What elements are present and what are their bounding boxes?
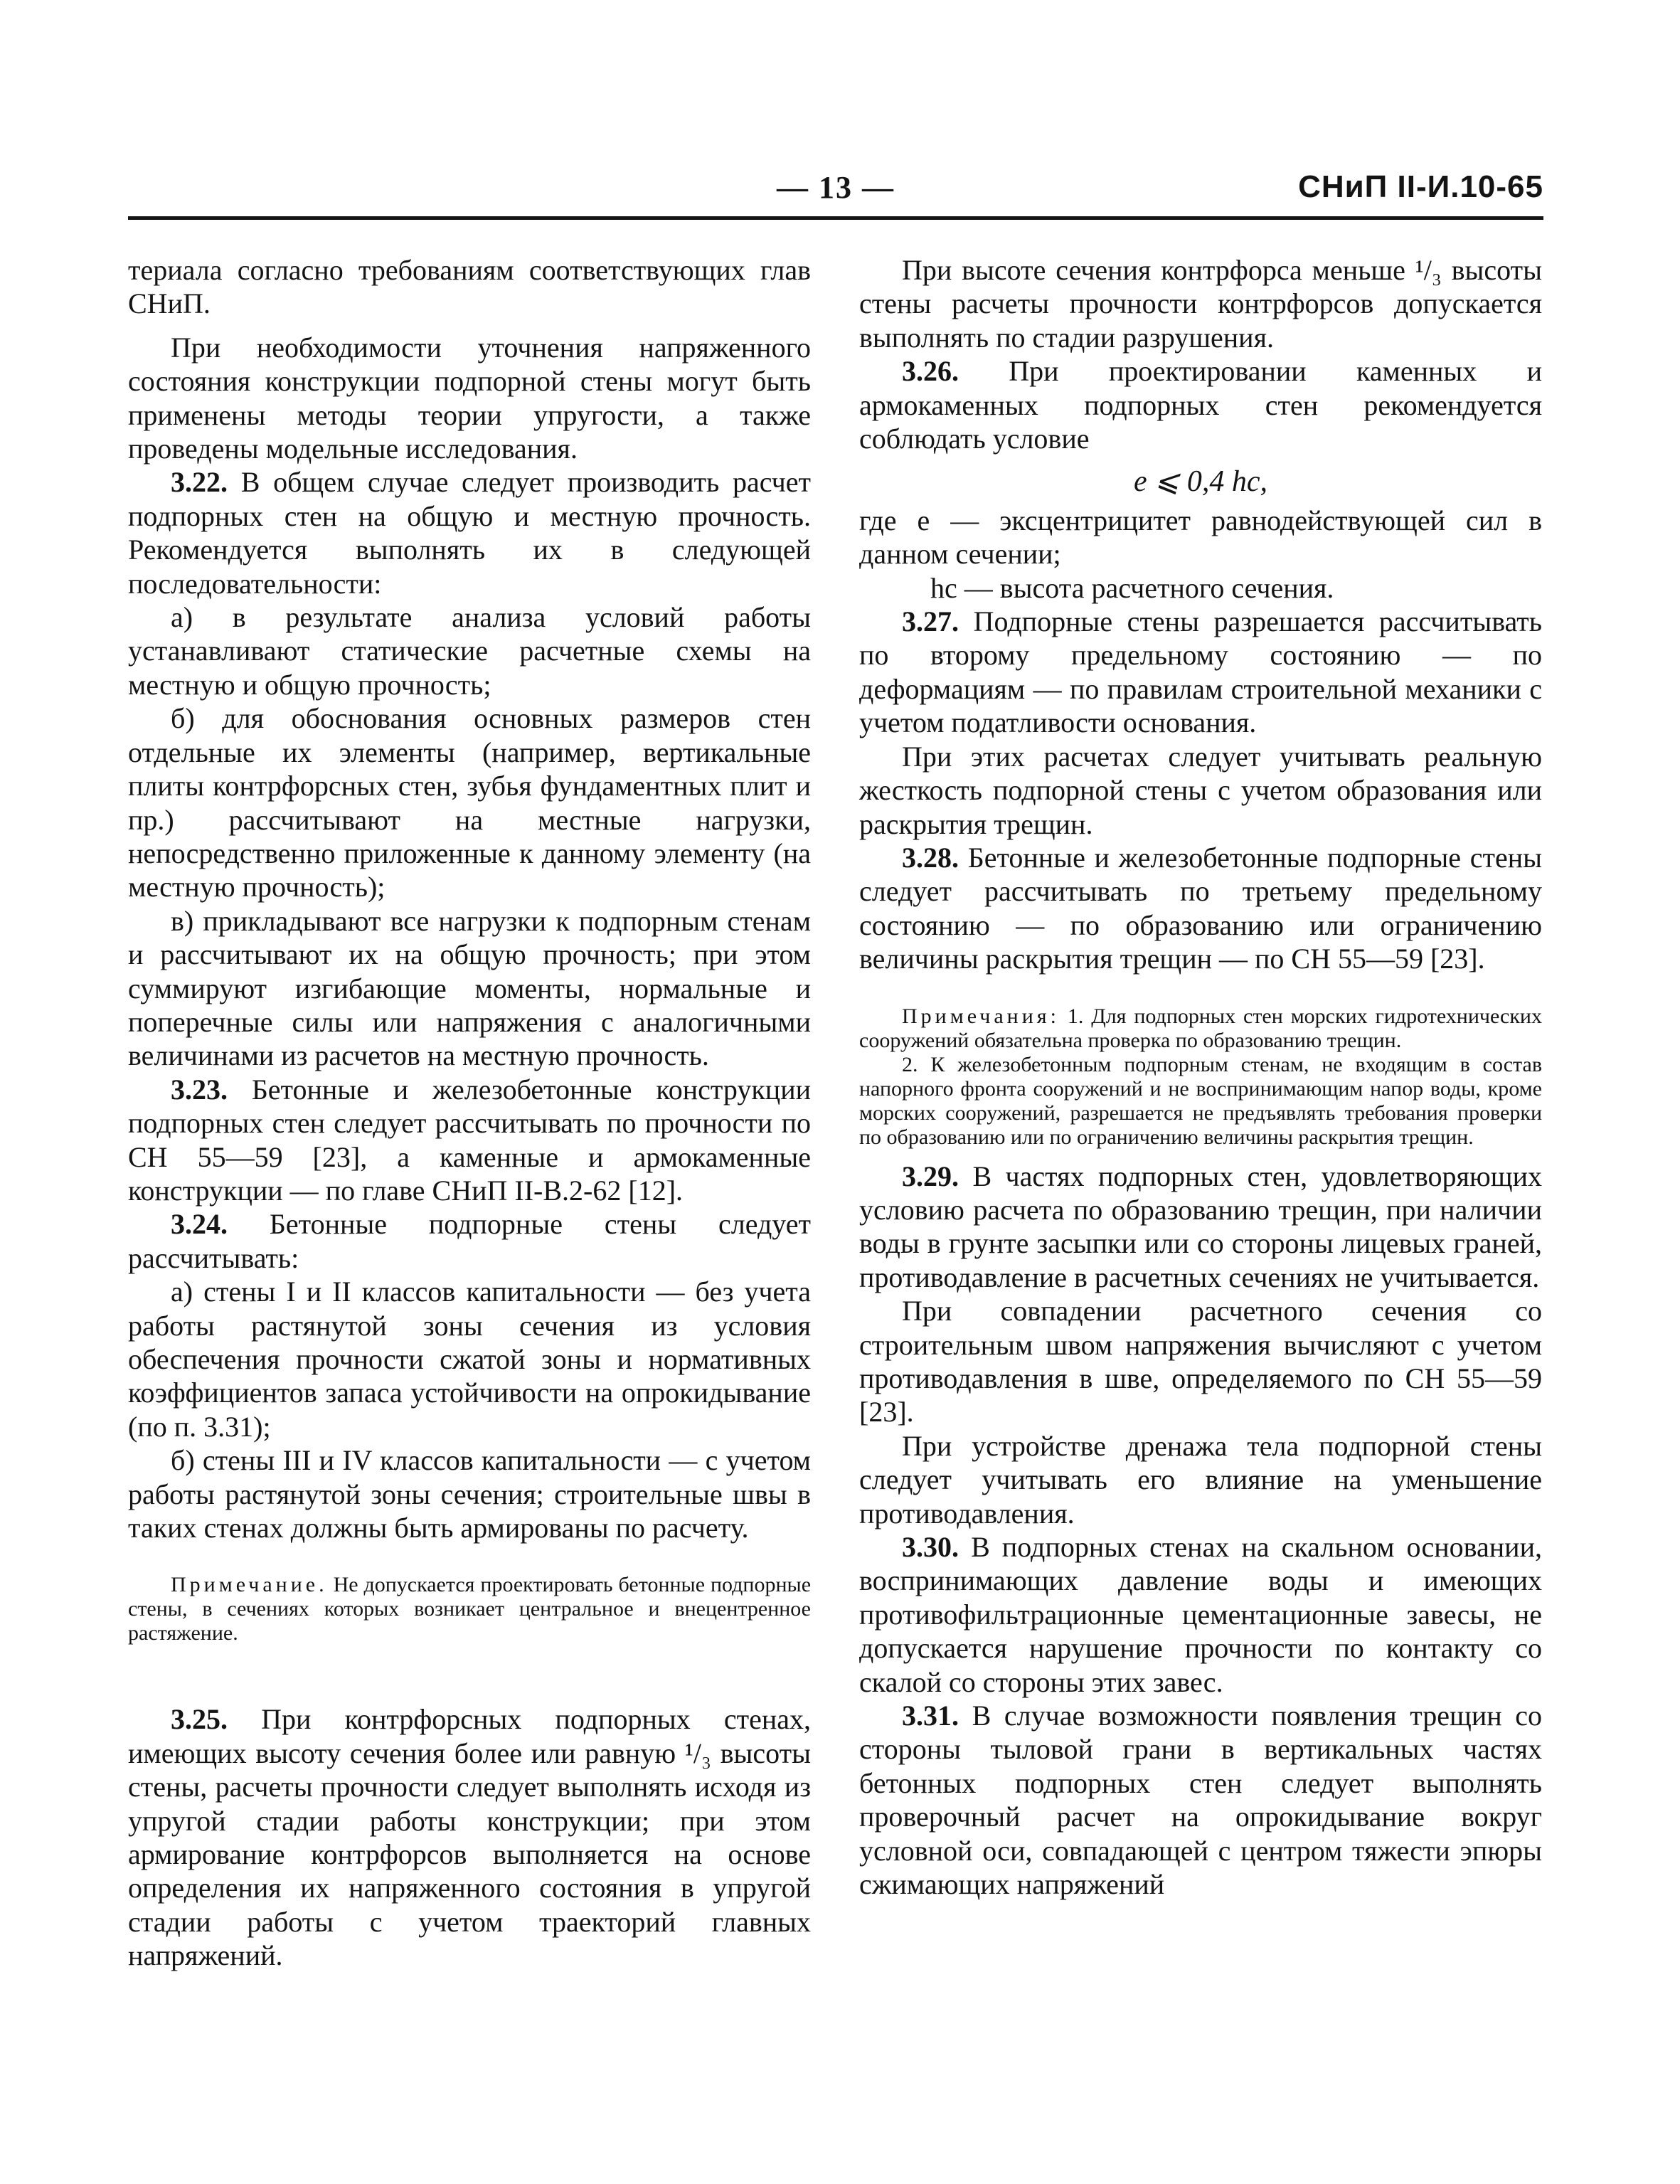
section-number: 3.31.: [902, 1700, 959, 1732]
notes-label: Примечания:: [902, 1004, 1060, 1028]
section-number: 3.24.: [171, 1208, 228, 1241]
section-text: При контрфорсных подпорных стенах, имеющих высоту сечения более или равную ¹/₃ высоты стены, расчеты прочности следует выполнять исходя из упругой стадии работы конструкции; при этом армирование контрфорсов выполняется на основе определения их напряженного состояния в упругой стадии работы с учетом траекторий главных напряжений.: [128, 1703, 812, 1972]
formula-where-eccentricity: где e — эксцентрицитет равнодействующей сил в данном сечении;: [859, 504, 1542, 571]
section-number: 3.25.: [171, 1703, 228, 1736]
paragraph-elasticity: При необходимости уточнения напряженного состояния конструкции подпорной стены могут быть применены методы теории упругости, а также проведены модельные исследования.: [128, 331, 811, 465]
section-3-23: [128, 1073, 811, 1208]
note-2: 2. К железобетонным подпорным стенам, не входящим в состав напорного фронта сооружений и не воспринимающим напор воды, кроме морских сооружений, разрешается не предъявлять требования проверки по образованию или по ограничению величины раскрытия трещин.: [859, 1052, 1542, 1149]
section-number: 3.30.: [902, 1531, 959, 1563]
right-column: [859, 253, 1542, 1901]
note-text: Не допускается проектировать бетонные подпорные стены, в сечениях которых возникает центральное и внецентренное растяжение.: [128, 1573, 812, 1645]
section-number: 3.23.: [171, 1073, 228, 1106]
section-text: Бетонные и железобетонные конструкции подпорных стен следует рассчитывать по прочности по СН 55—59 [23], а каменные и армокаменные конструкции — по главе СНиП II-В.2-62 [12].: [128, 1073, 811, 1207]
section-number: 3.27.: [902, 605, 959, 638]
list-item-c: в) прикладывают все нагрузки к подпорным стенам и рассчитывают их на общую прочность; при этом суммируют изгибающие моменты, нормальные и поперечные силы или напряжения с аналогичными величинами из расчетов на местную прочность.: [128, 904, 811, 1072]
section-text: В подпорных стенах на скальном основании, воспринимающих давление воды и имеющих противофильтрационные цементационные завесы, не допускается нарушение прочности по контакту со скалой со стороны этих завес.: [859, 1531, 1542, 1698]
section-3-27: [859, 605, 1542, 740]
paragraph-continued: териала согласно требованиям соответствующих глав СНиП.: [128, 254, 811, 320]
paragraph-stiffness: При этих расчетах следует учитывать реальную жесткость подпорной стены с учетом образования или раскрытия трещин.: [859, 740, 1542, 840]
formula: e ⩽ 0,4 hc,: [1134, 465, 1267, 499]
section-number: 3.29.: [902, 1160, 959, 1192]
page-number: — 13 —: [777, 170, 895, 205]
section-number: 3.26.: [902, 355, 959, 388]
section-number: 3.28.: [902, 841, 959, 874]
section-3-26: [859, 354, 1542, 455]
header-rule: [128, 216, 1543, 220]
left-column: [128, 253, 811, 1973]
note: [128, 1573, 811, 1645]
paragraph-drainage: При устройстве дренажа тела подпорной стены следует учитывать его влияние на уменьшение противодавления.: [859, 1429, 1542, 1530]
section-text: Подпорные стены разрешается рассчитывать по второму предельному состоянию — по деформациям — по правилам строительной механики с учетом податливости основания.: [859, 605, 1542, 739]
document-code: СНиП II-И.10-65: [1298, 169, 1543, 204]
section-3-30: [859, 1530, 1542, 1699]
section-text: Бетонные и железобетонные подпорные стены следует рассчитывать по третьему предельному состоянию — по образованию или ограничению величины раскрытия трещин — по СН 55—59 [23].: [859, 841, 1543, 975]
paragraph-buttress: При высоте сечения контрфорса меньше ¹/₃ высоты стены расчеты прочности контрфорсов допускается выполнять по стадии разрушения.: [859, 254, 1542, 354]
section-number: 3.22.: [171, 466, 228, 499]
section-3-24: [128, 1207, 811, 1275]
paragraph-joint: При совпадении расчетного сечения со строительным швом напряжения вычисляют с учетом противодавления в шве, определяемого по СН 55—59 [23].: [859, 1295, 1542, 1428]
list-item-b: б) для обоснования основных размеров стен отдельные их элементы (например, вертикальные плиты контрфорсных стен, зубья фундаментных плит и пр.) рассчитывают на местные нагрузки, непосредственно приложенные к данному элементу (на местную прочность);: [128, 702, 811, 903]
formula-where-height: hc — высота расчетного сечения.: [930, 571, 1334, 604]
section-text: Бетонные подпорные стены следует рассчитывать:: [128, 1208, 811, 1274]
section-3-22: [128, 465, 811, 600]
page-header: [128, 169, 1543, 219]
section-text: В общем случае следует производить расчет подпорных стен на общую и местную прочность. Рекомендуется выполнять их в следующей последовательности:: [128, 466, 812, 600]
section-text: В случае возможности появления трещин со стороны тыловой грани в вертикальных частях бетонных подпорных стен следует выполнять проверочный расчет на опрокидывание вокруг условной оси, совпадающей с центром тяжести эпюры сжимающих напряжений: [859, 1700, 1543, 1901]
section-3-29: [859, 1160, 1542, 1295]
list-item-a: а) стены I и II классов капитальности — без учета работы растянутой зоны сечения из условия обеспечения прочности сжатой зоны и нормативных коэффициентов запаса устойчивости на опрокидывание (по п. 3.31);: [128, 1276, 811, 1443]
note-1: [859, 1004, 1542, 1053]
note-1-text: 1. Для подпорных стен морских гидротехнических сооружений обязательна проверка по образованию трещин.: [859, 1004, 1542, 1052]
list-item-a: а) в результате анализа условий работы устанавливают статические расчетные схемы на местную и общую прочность;: [128, 601, 811, 701]
section-text: При проектировании каменных и армокаменных подпорных стен рекомендуется соблюдать условие: [859, 355, 1542, 455]
section-3-28: [859, 841, 1542, 976]
list-item-b: б) стены III и IV классов капитальности — с учетом работы растянутой зоны сечения; строительные швы в таких стенах должны быть армированы по расчету.: [128, 1444, 811, 1544]
section-3-31: [859, 1699, 1542, 1901]
section-3-25: [128, 1702, 811, 1972]
note-label: Примечание.: [171, 1573, 328, 1597]
section-text: В частях подпорных стен, удовлетворяющих условию расчета по образованию трещин, при наличии воды в грунте засыпки или со стороны лицевых граней, противодавление в расчетных сечениях не учитывается.: [859, 1160, 1542, 1293]
